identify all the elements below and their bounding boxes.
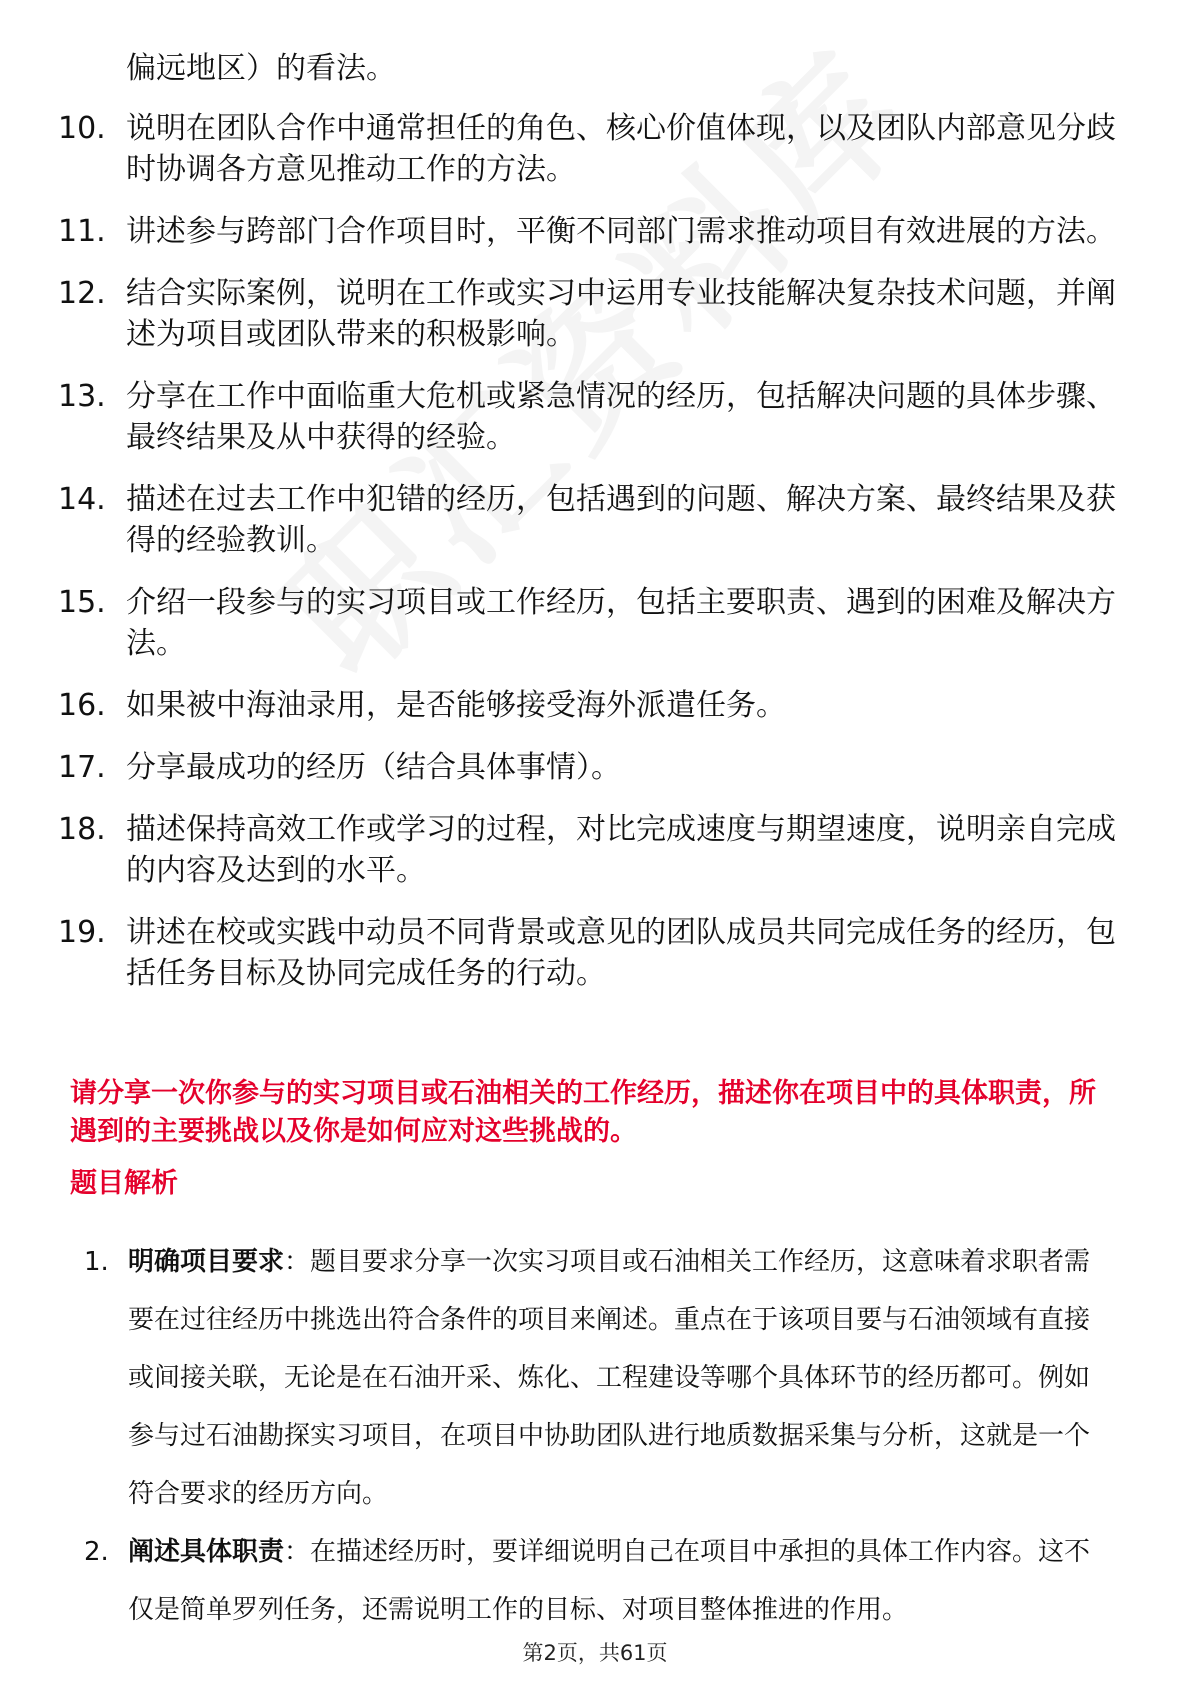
list-number: 18. (58, 812, 106, 847)
section-title: 题目解析 (70, 1168, 178, 1199)
list-item (58, 108, 1118, 190)
list-number: 14. (58, 482, 106, 517)
list-item (58, 211, 1118, 252)
list-item (58, 479, 1118, 561)
analysis-title: 阐述具体职责 (128, 1537, 285, 1567)
list-number: 19. (58, 915, 106, 950)
list-text: 描述保持高效工作或学习的过程，对比完成速度与期望速度，说明亲自完成的内容及达到的水平。 (126, 812, 1116, 888)
analysis-body: 在描述经历时，要详细说明自己在项目中承担的具体工作内容。这不仅是简单罗列任务，还需说明工作的目标、对项目整体推进的作用。 (128, 1537, 1091, 1625)
list-text: 如果被中海油录用，是否能够接受海外派遣任务。 (126, 688, 786, 723)
list-text: 描述在过去工作中犯错的经历，包括遇到的问题、解决方案、最终结果及获得的经验教训。 (126, 482, 1116, 558)
list-text: 讲述在校或实践中动员不同背景或意见的团队成员共同完成任务的经历，包括任务目标及协同完成任务的行动。 (126, 915, 1116, 991)
list-item-continuation (58, 48, 1118, 89)
list-item (58, 582, 1118, 664)
list-number: 16. (58, 688, 106, 723)
analysis-item (84, 1523, 1114, 1639)
analysis-text (128, 1523, 1114, 1639)
analysis-item (84, 1233, 1114, 1523)
list-number: 15. (58, 585, 106, 620)
list-number: 2. (84, 1537, 109, 1567)
list-item (58, 747, 1118, 788)
analysis-text (128, 1233, 1114, 1523)
list-text: 结合实际案例，说明在工作或实习中运用专业技能解决复杂技术问题，并阐述为项目或团队带来的积极影响。 (126, 276, 1116, 352)
list-text: 分享最成功的经历（结合具体事情）。 (126, 750, 621, 785)
list-item (58, 685, 1118, 726)
list-item (58, 273, 1118, 355)
list-text: 介绍一段参与的实习项目或工作经历，包括主要职责、遇到的困难及解决方法。 (126, 585, 1116, 661)
question-list (58, 48, 1118, 1015)
list-text: 分享在工作中面临重大危机或紧急情况的经历，包括解决问题的具体步骤、最终结果及从中获得的经验。 (126, 379, 1116, 455)
list-number: 1. (84, 1247, 109, 1277)
list-text: 说明在团队合作中通常担任的角色、核心价值体现，以及团队内部意见分歧时协调各方意见推动工作的方法。 (126, 111, 1116, 187)
list-text: 偏远地区）的看法。 (126, 51, 396, 86)
analysis-list (84, 1233, 1114, 1639)
list-item (58, 809, 1118, 891)
list-text: 讲述参与跨部门合作项目时，平衡不同部门需求推动项目有效进展的方法。 (126, 214, 1116, 249)
list-number: 11. (58, 214, 106, 249)
list-item (58, 912, 1118, 994)
highlighted-question: 请分享一次你参与的实习项目或石油相关的工作经历，描述你在项目中的具体职责，所遇到的主要挑战以及你是如何应对这些挑战的。 (70, 1078, 1096, 1147)
list-number: 13. (58, 379, 106, 414)
page-footer: 第2页，共61页 (522, 1641, 668, 1665)
list-item (58, 376, 1118, 458)
analysis-title: 明确项目要求 (128, 1247, 285, 1277)
list-number: 17. (58, 750, 106, 785)
analysis-separator: ： (284, 1247, 311, 1277)
list-number: 12. (58, 276, 106, 311)
analysis-separator: ： (284, 1537, 311, 1567)
analysis-body: 题目要求分享一次实习项目或石油相关工作经历，这意味着求职者需要在过往经历中挑选出符合条件的项目来阐述。重点在于该项目要与石油领域有直接或间接关联，无论是在石油开采、炼化、工程建设等哪个具体环节的经历都可。例如参与过石油勘探实习项目，在项目中协助团队进行地质数据采集与分析，这就是一个符合要求的经历方向。 (128, 1247, 1091, 1509)
list-number: 10. (58, 111, 106, 146)
